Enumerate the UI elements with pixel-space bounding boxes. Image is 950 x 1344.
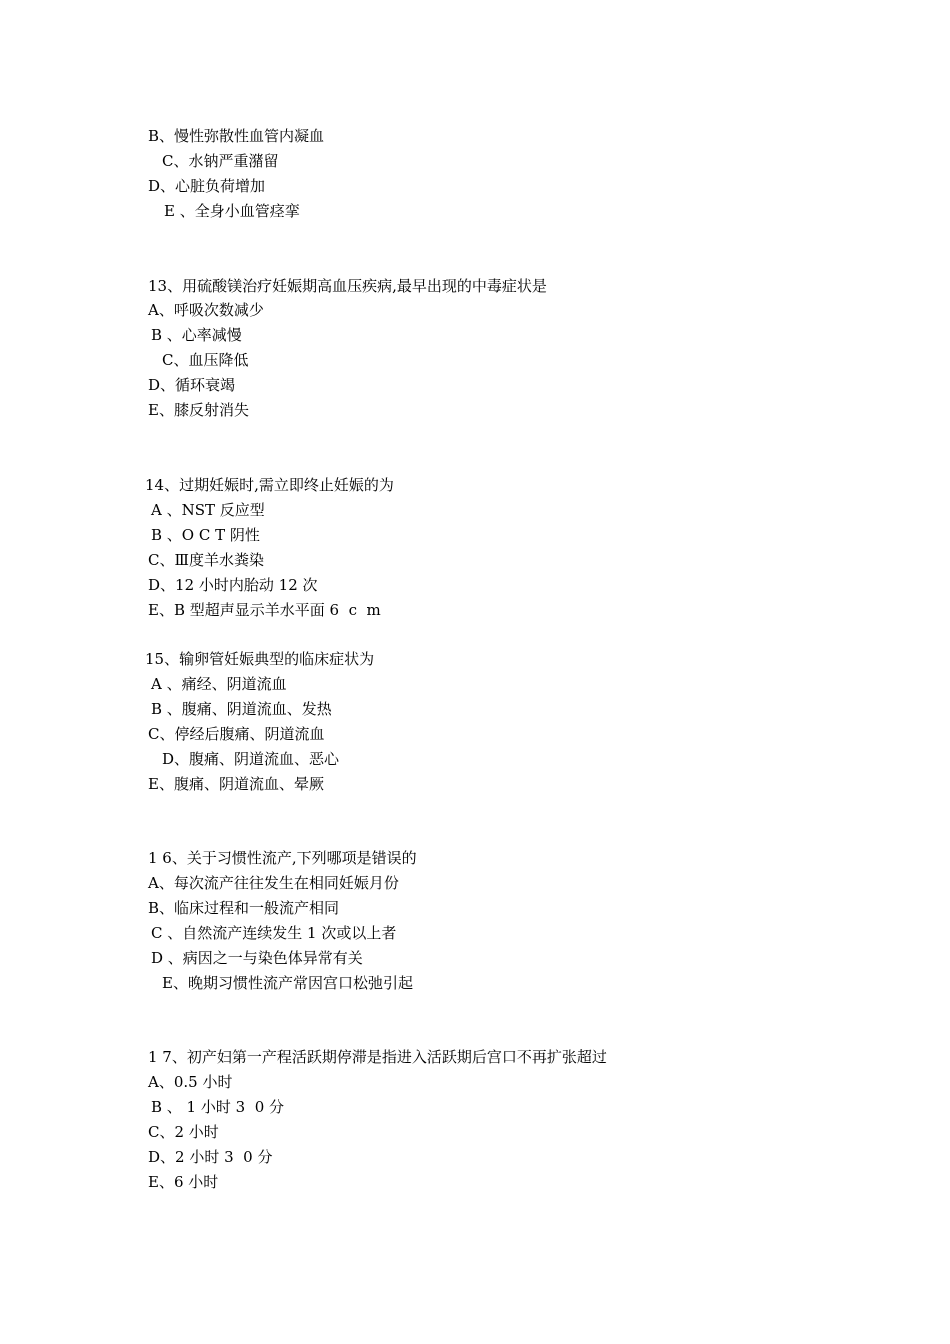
option-e: E、膝反射消失 [148,401,249,419]
option-e: E 、全身小血管痉挛 [164,202,300,220]
option-d: D、心脏负荷增加 [148,177,266,195]
option-b: B 、心率减慢 [151,326,242,344]
question-16-stem: 1 6、关于习惯性流产,下列哪项是错误的 [148,849,417,867]
option-d: D、腹痛、阴道流血、恶心 [162,750,340,768]
option-d: D、2 小时 3 0 分 [148,1148,273,1166]
option-a: A 、NST 反应型 [151,501,265,519]
option-b: B、慢性弥散性血管内凝血 [148,127,325,145]
option-d: D 、病因之一与染色体异常有关 [151,949,363,967]
option-a: A 、痛经、阴道流血 [151,675,287,693]
option-e: E、6 小时 [148,1173,219,1191]
option-c: C、2 小时 [148,1123,219,1141]
option-a: A、0.5 小时 [148,1073,233,1091]
option-e: E、晚期习惯性流产常因宫口松弛引起 [162,974,413,992]
option-b: B 、 1 小时 3 0 分 [151,1098,285,1116]
question-17-stem: 1 7、初产妇第一产程活跃期停滞是指进入活跃期后宫口不再扩张超过 [148,1048,607,1066]
option-d: D、12 小时内胎动 12 次 [148,576,318,594]
option-e: E、B 型超声显示羊水平面 6 c m [148,601,381,619]
option-b: B、临床过程和一般流产相同 [148,899,340,917]
option-c: C、水钠严重潴留 [162,152,279,170]
option-d: D、循环衰竭 [148,376,236,394]
option-c: C 、自然流产连续发生 1 次或以上者 [151,924,397,942]
option-a: A、每次流产往往发生在相同妊娠月份 [148,874,399,892]
option-a: A、呼吸次数减少 [148,301,264,319]
option-e: E、腹痛、阴道流血、晕厥 [148,775,324,793]
question-15-stem: 15、输卵管妊娠典型的临床症状为 [145,650,375,668]
option-c: C、Ⅲ度羊水粪染 [148,551,264,569]
question-13-stem: 13、用硫酸镁治疗妊娠期高血压疾病,最早出现的中毒症状是 [148,277,547,295]
option-c: C、血压降低 [162,351,249,369]
option-b: B 、O C T 阴性 [151,526,260,544]
option-b: B 、腹痛、阴道流血、发热 [151,700,332,718]
question-14-stem: 14、过期妊娠时,需立即终止妊娠的为 [145,476,394,494]
option-c: C、停经后腹痛、阴道流血 [148,725,325,743]
